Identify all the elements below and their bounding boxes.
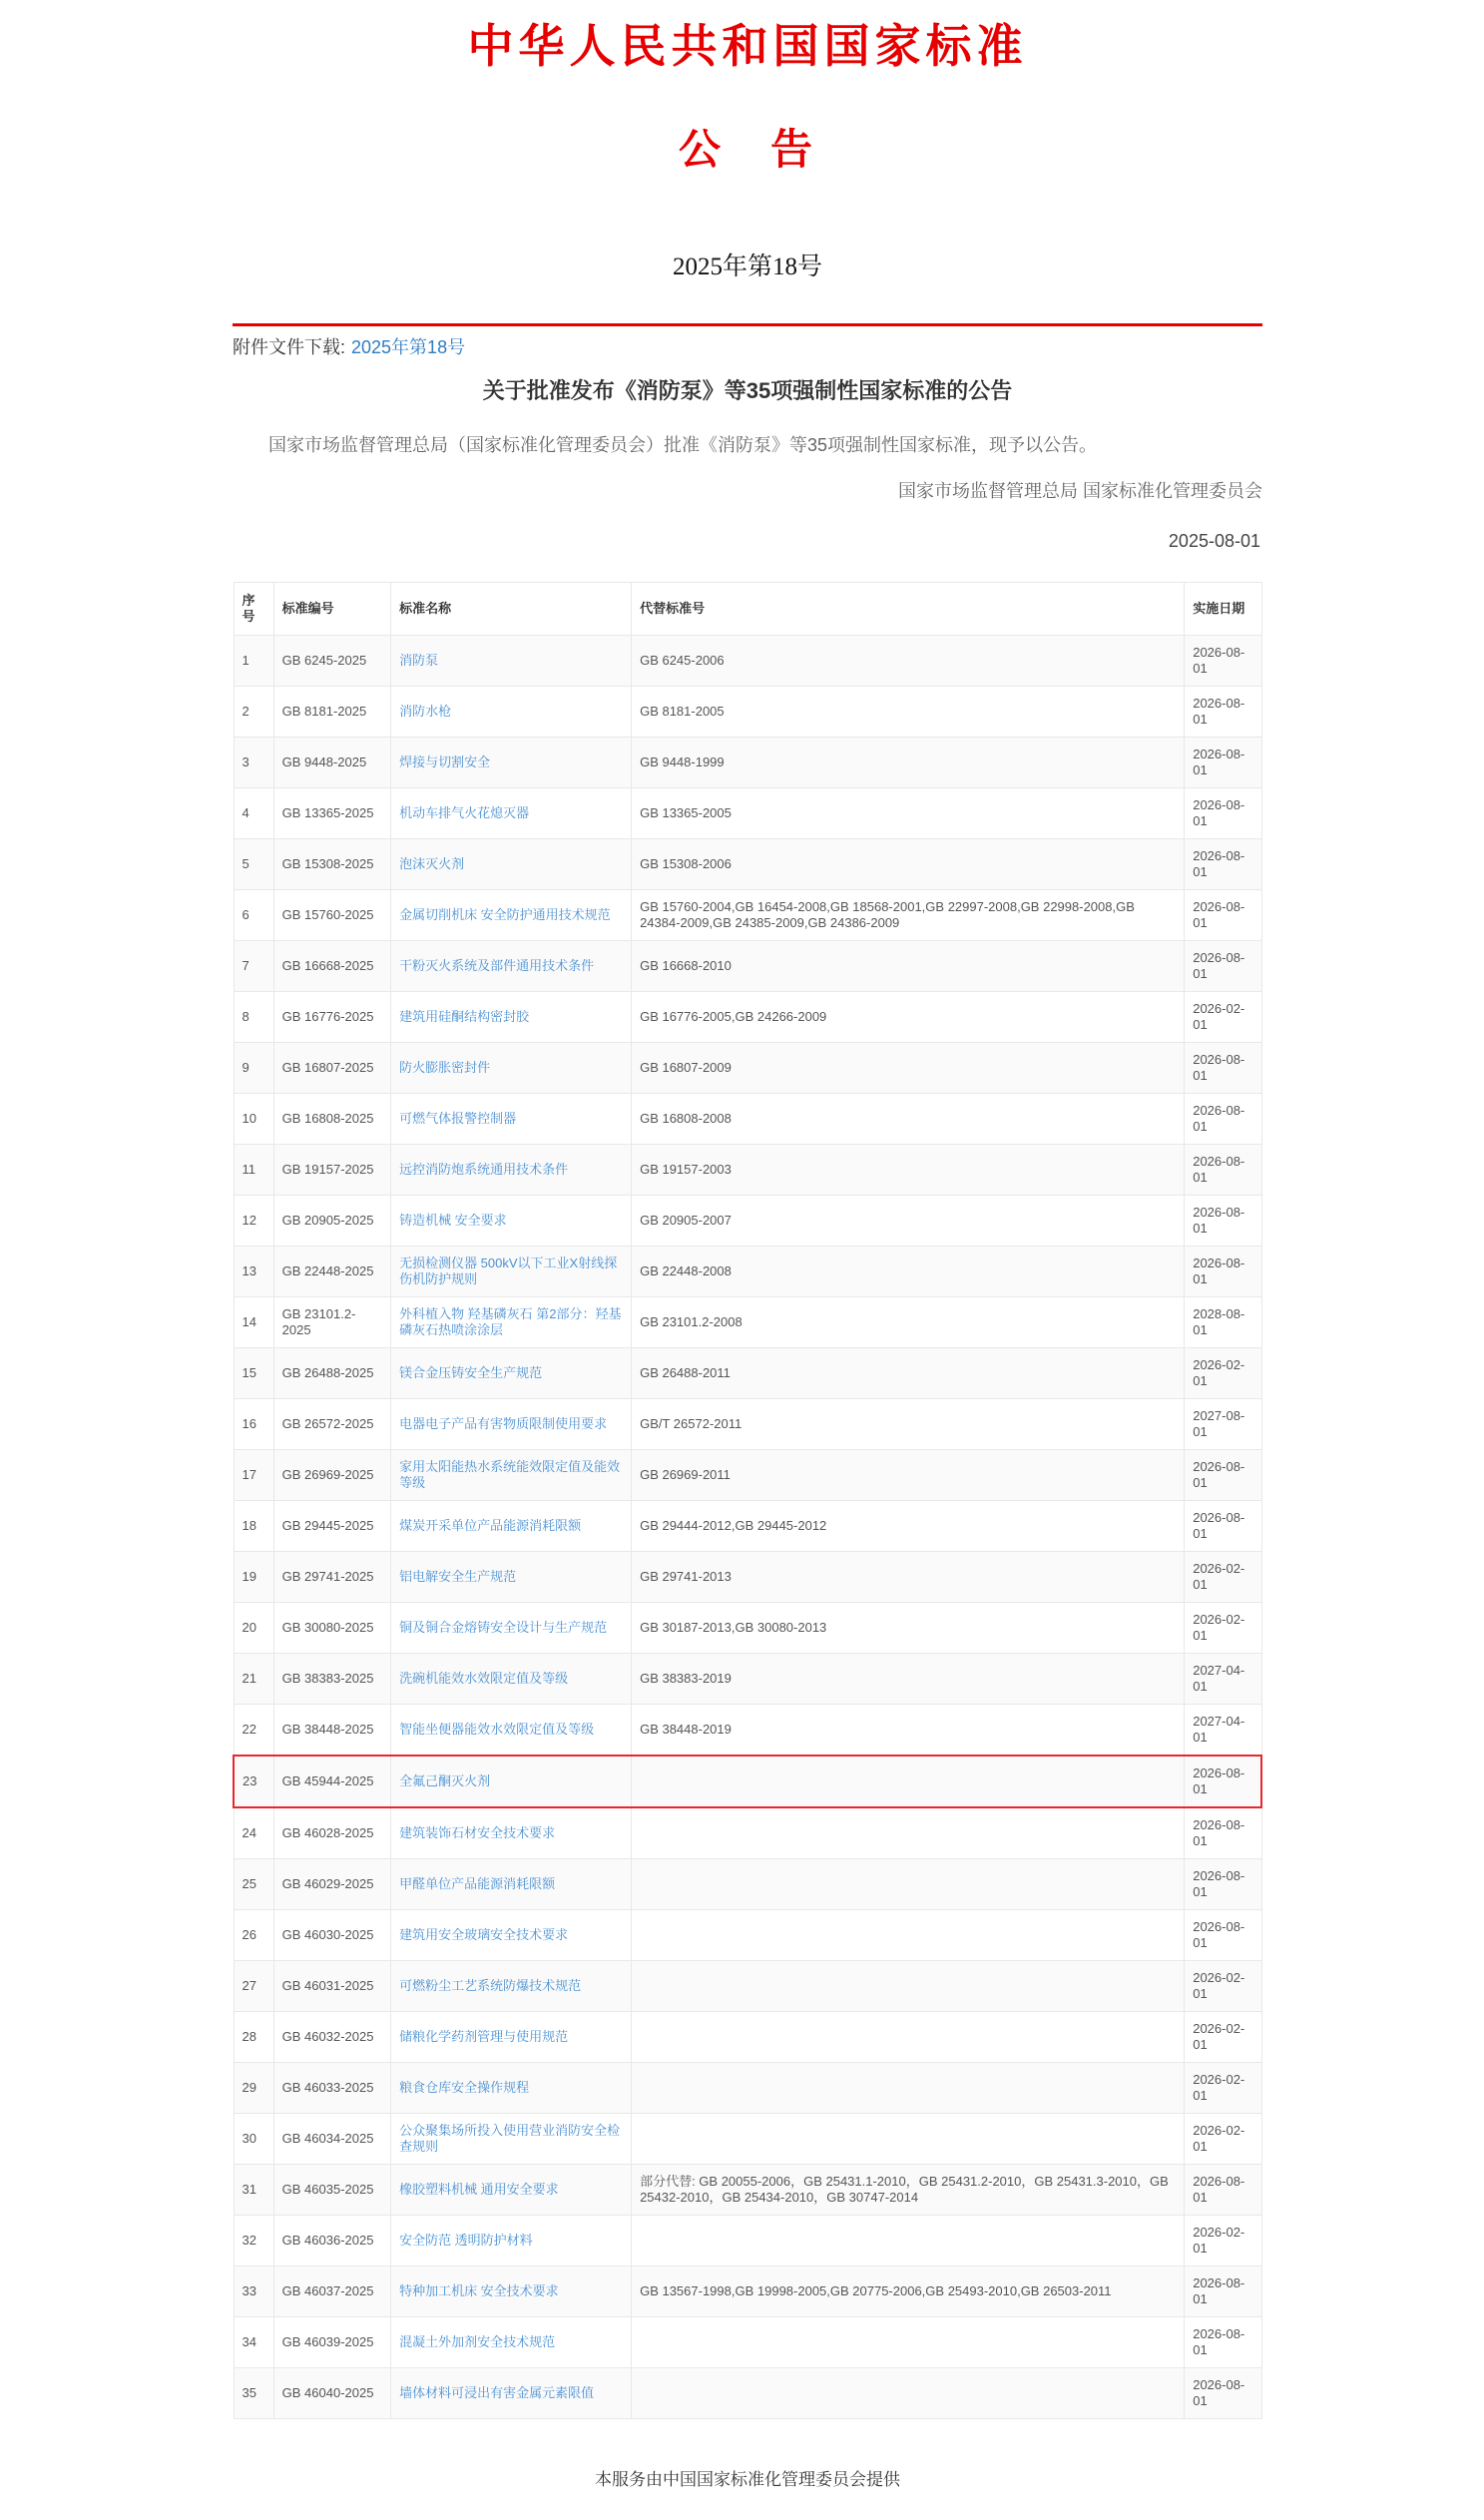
replaced-standards-cell: GB 38383-2019: [632, 1654, 1185, 1705]
standard-code-cell: GB 15308-2025: [273, 839, 390, 890]
standard-name-cell: [391, 2317, 632, 2368]
signature: 国家市场监督管理总局 国家标准化管理委员会: [898, 481, 1262, 502]
replaced-standards-cell: [632, 1807, 1185, 1859]
standard-name-link[interactable]: 远控消防炮系统通用技术条件: [399, 1162, 569, 1178]
standard-name-link[interactable]: 金属切削机床 安全防护通用技术规范: [399, 907, 611, 923]
issue-number: 2025年第18号: [672, 252, 822, 280]
impl-date-cell: 2026-02-01: [1185, 992, 1261, 1043]
row-index-cell: 18: [234, 1501, 273, 1552]
standard-name-cell: [391, 1297, 632, 1348]
standard-name-cell: [391, 839, 632, 890]
masthead-title: 中华人民共和国国家标准: [467, 21, 1028, 72]
attachment-link[interactable]: 2025年第18号: [351, 337, 466, 358]
replaced-standards-cell: [632, 2368, 1185, 2419]
standard-name-cell: [391, 941, 632, 992]
replaced-standards-cell: GB 16807-2009: [632, 1043, 1185, 1094]
standard-code-cell: GB 46030-2025: [273, 1910, 390, 1961]
row-index-cell: 28: [234, 2012, 273, 2063]
replaced-standards-cell: 部分代替: GB 20055-2006，GB 25431.1-2010，GB 25431.2-2010，GB 25431.3-2010，GB 25432-2010，GB 25434-2010，GB 30747-2014: [632, 2165, 1185, 2216]
impl-date-cell: 2028-08-01: [1185, 1297, 1261, 1348]
table-row: [234, 1399, 1261, 1450]
standard-code-cell: GB 46028-2025: [273, 1807, 390, 1859]
standard-name-cell: [391, 1247, 632, 1297]
standard-name-cell: [391, 1552, 632, 1603]
table-row: [234, 1196, 1261, 1247]
table-row: [234, 941, 1261, 992]
announcement-subtitle: 公 告: [678, 127, 816, 174]
replaced-standards-cell: GB 16808-2008: [632, 1094, 1185, 1145]
row-index-cell: 12: [234, 1196, 273, 1247]
row-index-cell: 15: [234, 1348, 273, 1399]
row-index-cell: 35: [234, 2368, 273, 2419]
table-row: [234, 890, 1261, 941]
impl-date-cell: 2026-08-01: [1185, 941, 1261, 992]
table-row: [234, 1043, 1261, 1094]
table-row: [234, 1501, 1261, 1552]
impl-date-cell: 2026-08-01: [1185, 1094, 1261, 1145]
standard-code-cell: GB 15760-2025: [273, 890, 390, 941]
impl-date-cell: 2026-08-01: [1185, 636, 1261, 687]
table-row: [234, 2063, 1261, 2114]
impl-date-cell: 2026-02-01: [1185, 1603, 1261, 1654]
replaced-standards-cell: GB 29741-2013: [632, 1552, 1185, 1603]
table-row: [234, 1450, 1261, 1501]
impl-date-cell: 2026-08-01: [1185, 788, 1261, 839]
standard-name-link[interactable]: 干粉灭火系统及部件通用技术条件: [399, 958, 595, 974]
standard-name-link[interactable]: 无损检测仪器 500kV以下工业X射线探伤机防护规则: [399, 1256, 618, 1287]
standard-name-link[interactable]: 消防泵: [399, 653, 439, 669]
row-index-cell: 8: [234, 992, 273, 1043]
replaced-standards-cell: [632, 2317, 1185, 2368]
row-index-cell: 7: [234, 941, 273, 992]
replaced-standards-cell: [632, 1756, 1185, 1807]
header-index: 序号: [234, 583, 273, 636]
standard-code-cell: GB 9448-2025: [273, 738, 390, 788]
impl-date-cell: 2026-08-01: [1185, 839, 1261, 890]
content-column: [233, 0, 1262, 2520]
impl-date-cell: 2026-02-01: [1185, 1552, 1261, 1603]
standard-name-link[interactable]: 泡沫灭火剂: [399, 856, 465, 872]
standard-code-cell: GB 46032-2025: [273, 2012, 390, 2063]
table-row: [234, 1705, 1261, 1757]
table-header-row: [234, 583, 1261, 636]
row-index-cell: 27: [234, 1961, 273, 2012]
table-body: [234, 636, 1261, 2419]
table-row: [234, 1961, 1261, 2012]
standard-name-link[interactable]: 墙体材料可浸出有害金属元素限值: [399, 2385, 595, 2401]
table-row: [234, 2267, 1261, 2317]
replaced-standards-cell: [632, 1910, 1185, 1961]
standard-name-link[interactable]: 铜及铜合金熔铸安全设计与生产规范: [399, 1620, 608, 1636]
row-index-cell: 6: [234, 890, 273, 941]
replaced-standards-cell: [632, 2063, 1185, 2114]
table-row: [234, 1756, 1261, 1807]
row-index-cell: 1: [234, 636, 273, 687]
header-impl-date: 实施日期: [1185, 583, 1261, 636]
standard-name-link[interactable]: 甲醛单位产品能源消耗限额: [399, 1876, 556, 1892]
replaced-standards-cell: GB 6245-2006: [632, 636, 1185, 687]
standard-name-cell: [391, 1501, 632, 1552]
standard-name-cell: [391, 1399, 632, 1450]
standard-code-cell: GB 16776-2025: [273, 992, 390, 1043]
standard-name-link[interactable]: 智能坐便器能效水效限定值及等级: [399, 1722, 595, 1738]
table-row: [234, 992, 1261, 1043]
replaced-standards-cell: GB 16668-2010: [632, 941, 1185, 992]
impl-date-cell: 2026-08-01: [1185, 2317, 1261, 2368]
replaced-standards-cell: [632, 2114, 1185, 2165]
impl-date-cell: 2026-02-01: [1185, 2216, 1261, 2267]
standard-name-link[interactable]: 建筑用安全玻璃安全技术要求: [399, 1927, 569, 1943]
signature-date: 2025-08-01: [1168, 531, 1260, 552]
table-row: [234, 1297, 1261, 1348]
replaced-standards-cell: GB 29444-2012,GB 29445-2012: [632, 1501, 1185, 1552]
replaced-standards-cell: [632, 2012, 1185, 2063]
standard-name-link[interactable]: 电器电子产品有害物质限制使用要求: [399, 1416, 608, 1432]
table-row: [234, 738, 1261, 788]
row-index-cell: 25: [234, 1859, 273, 1910]
standard-code-cell: GB 6245-2025: [273, 636, 390, 687]
table-row: [234, 788, 1261, 839]
table-row: [234, 1910, 1261, 1961]
impl-date-cell: 2026-08-01: [1185, 1859, 1261, 1910]
standard-name-cell: [391, 1756, 632, 1807]
standard-code-cell: GB 46033-2025: [273, 2063, 390, 2114]
row-index-cell: 17: [234, 1450, 273, 1501]
standard-code-cell: GB 46040-2025: [273, 2368, 390, 2419]
replaced-standards-cell: GB 30187-2013,GB 30080-2013: [632, 1603, 1185, 1654]
standard-name-cell: [391, 992, 632, 1043]
table-row: [234, 1654, 1261, 1705]
table-row: [234, 2165, 1261, 2216]
table-row: [234, 1859, 1261, 1910]
standard-code-cell: GB 46031-2025: [273, 1961, 390, 2012]
row-index-cell: 32: [234, 2216, 273, 2267]
table-row: [234, 1807, 1261, 1859]
impl-date-cell: 2026-08-01: [1185, 738, 1261, 788]
standard-code-cell: GB 46035-2025: [273, 2165, 390, 2216]
standard-name-cell: [391, 2165, 632, 2216]
row-index-cell: 23: [234, 1756, 273, 1807]
replaced-standards-cell: GB 26969-2011: [632, 1450, 1185, 1501]
impl-date-cell: 2026-08-01: [1185, 1501, 1261, 1552]
replaced-standards-cell: GB 9448-1999: [632, 738, 1185, 788]
replaced-standards-cell: [632, 1961, 1185, 2012]
standard-name-link[interactable]: 消防水枪: [399, 704, 452, 720]
standard-code-cell: GB 46034-2025: [273, 2114, 390, 2165]
impl-date-cell: 2027-04-01: [1185, 1705, 1261, 1757]
impl-date-cell: 2026-08-01: [1185, 1807, 1261, 1859]
standard-name-link[interactable]: 机动车排气火花熄灭器: [399, 805, 530, 821]
standard-name-cell: [391, 788, 632, 839]
table-row: [234, 636, 1261, 687]
standard-code-cell: GB 30080-2025: [273, 1603, 390, 1654]
impl-date-cell: 2026-08-01: [1185, 687, 1261, 738]
replaced-standards-cell: GB 13567-1998,GB 19998-2005,GB 20775-2006,GB 25493-2010,GB 26503-2011: [632, 2267, 1185, 2317]
replaced-standards-cell: GB 23101.2-2008: [632, 1297, 1185, 1348]
row-index-cell: 24: [234, 1807, 273, 1859]
row-index-cell: 10: [234, 1094, 273, 1145]
row-index-cell: 29: [234, 2063, 273, 2114]
standard-name-link[interactable]: 橡胶塑料机械 通用安全要求: [399, 2182, 559, 2198]
standard-code-cell: GB 46039-2025: [273, 2317, 390, 2368]
standard-name-link[interactable]: 安全防范 透明防护材料: [399, 2233, 533, 2249]
standard-name-link[interactable]: 混凝土外加剂安全技术规范: [399, 2334, 556, 2350]
standard-code-cell: GB 22448-2025: [273, 1247, 390, 1297]
impl-date-cell: 2027-08-01: [1185, 1399, 1261, 1450]
impl-date-cell: 2026-08-01: [1185, 1196, 1261, 1247]
standard-name-link[interactable]: 洗碗机能效水效限定值及等级: [399, 1671, 569, 1687]
impl-date-cell: 2026-02-01: [1185, 2012, 1261, 2063]
replaced-standards-cell: GB 13365-2005: [632, 788, 1185, 839]
body-paragraph: 国家市场监督管理总局（国家标准化管理委员会）批准《消防泵》等35项强制性国家标准，现予以公告。: [268, 435, 1098, 456]
standard-name-link[interactable]: 可燃粉尘工艺系统防爆技术规范: [399, 1978, 582, 1994]
doc-title: 关于批准发布《消防泵》等35项强制性国家标准的公告: [482, 378, 1013, 404]
standard-code-cell: GB 23101.2-2025: [273, 1297, 390, 1348]
standard-code-cell: GB 8181-2025: [273, 687, 390, 738]
replaced-standards-cell: GB 8181-2005: [632, 687, 1185, 738]
standard-code-cell: GB 46029-2025: [273, 1859, 390, 1910]
row-index-cell: 22: [234, 1705, 273, 1757]
header-replaced-standards: 代替标准号: [632, 583, 1185, 636]
standard-name-link[interactable]: 铝电解安全生产规范: [399, 1569, 517, 1585]
impl-date-cell: 2026-08-01: [1185, 1756, 1261, 1807]
standard-code-cell: GB 46037-2025: [273, 2267, 390, 2317]
standard-code-cell: GB 38383-2025: [273, 1654, 390, 1705]
standard-name-cell: [391, 2216, 632, 2267]
standard-name-cell: [391, 1910, 632, 1961]
table-row: [234, 1094, 1261, 1145]
impl-date-cell: 2026-02-01: [1185, 1348, 1261, 1399]
standard-name-cell: [391, 2063, 632, 2114]
row-index-cell: 20: [234, 1603, 273, 1654]
impl-date-cell: 2026-08-01: [1185, 2368, 1261, 2419]
standard-code-cell: GB 26488-2025: [273, 1348, 390, 1399]
table-row: [234, 839, 1261, 890]
footer-note: 本服务由中国国家标准化管理委员会提供: [595, 2470, 900, 2490]
header-standard-code: 标准编号: [273, 583, 390, 636]
standard-name-cell: [391, 636, 632, 687]
replaced-standards-cell: GB 19157-2003: [632, 1145, 1185, 1196]
standard-name-link[interactable]: 可燃气体报警控制器: [399, 1111, 517, 1127]
row-index-cell: 13: [234, 1247, 273, 1297]
impl-date-cell: 2026-08-01: [1185, 1450, 1261, 1501]
standard-name-link[interactable]: 建筑装饰石材安全技术要求: [399, 1825, 556, 1841]
standard-code-cell: GB 19157-2025: [273, 1145, 390, 1196]
standard-name-cell: [391, 1961, 632, 2012]
standard-name-link[interactable]: 家用太阳能热水系统能效限定值及能效等级: [399, 1459, 621, 1491]
standard-name-cell: [391, 1094, 632, 1145]
standard-code-cell: GB 16668-2025: [273, 941, 390, 992]
impl-date-cell: 2026-08-01: [1185, 890, 1261, 941]
standard-name-cell: [391, 890, 632, 941]
standard-name-link[interactable]: 铸造机械 安全要求: [399, 1213, 507, 1229]
standard-name-link[interactable]: 粮食仓库安全操作规程: [399, 2080, 530, 2096]
table-row: [234, 2216, 1261, 2267]
standard-code-cell: GB 26969-2025: [273, 1450, 390, 1501]
row-index-cell: 30: [234, 2114, 273, 2165]
attachment-row: [233, 334, 1262, 360]
impl-date-cell: 2026-08-01: [1185, 1247, 1261, 1297]
standard-name-cell: [391, 687, 632, 738]
standard-code-cell: GB 46036-2025: [273, 2216, 390, 2267]
standard-name-cell: [391, 1603, 632, 1654]
standard-name-cell: [391, 1807, 632, 1859]
standard-name-link[interactable]: 外科植入物 羟基磷灰石 第2部分：羟基磷灰石热喷涂涂层: [399, 1306, 622, 1338]
standard-code-cell: GB 38448-2025: [273, 1705, 390, 1757]
row-index-cell: 5: [234, 839, 273, 890]
standard-name-cell: [391, 1654, 632, 1705]
standard-name-cell: [391, 2368, 632, 2419]
standard-name-cell: [391, 1348, 632, 1399]
table-row: [234, 1247, 1261, 1297]
standard-name-cell: [391, 738, 632, 788]
impl-date-cell: 2026-08-01: [1185, 2165, 1261, 2216]
replaced-standards-cell: [632, 1859, 1185, 1910]
impl-date-cell: 2026-02-01: [1185, 1961, 1261, 2012]
table-row: [234, 1603, 1261, 1654]
row-index-cell: 34: [234, 2317, 273, 2368]
table-row: [234, 2368, 1261, 2419]
replaced-standards-cell: GB 20905-2007: [632, 1196, 1185, 1247]
row-index-cell: 14: [234, 1297, 273, 1348]
replaced-standards-cell: GB 15760-2004,GB 16454-2008,GB 18568-2001,GB 22997-2008,GB 22998-2008,GB 24384-2009,GB 24385-2009,GB 24386-2009: [632, 890, 1185, 941]
replaced-standards-cell: GB 26488-2011: [632, 1348, 1185, 1399]
standard-name-link[interactable]: 焊接与切割安全: [399, 755, 491, 770]
row-index-cell: 26: [234, 1910, 273, 1961]
impl-date-cell: 2026-02-01: [1185, 2063, 1261, 2114]
impl-date-cell: 2026-08-01: [1185, 1043, 1261, 1094]
table-row: [234, 2012, 1261, 2063]
standard-code-cell: GB 20905-2025: [273, 1196, 390, 1247]
standard-name-link[interactable]: 煤炭开采单位产品能源消耗限额: [399, 1518, 582, 1534]
standard-name-cell: [391, 1450, 632, 1501]
row-index-cell: 16: [234, 1399, 273, 1450]
impl-date-cell: 2026-02-01: [1185, 2114, 1261, 2165]
standard-name-cell: [391, 1145, 632, 1196]
table-row: [234, 2317, 1261, 2368]
row-index-cell: 9: [234, 1043, 273, 1094]
header-standard-name: 标准名称: [391, 583, 632, 636]
replaced-standards-cell: GB/T 26572-2011: [632, 1399, 1185, 1450]
standard-name-cell: [391, 1705, 632, 1757]
row-index-cell: 19: [234, 1552, 273, 1603]
standards-table: [233, 582, 1262, 2419]
standard-name-link[interactable]: 公众聚集场所投入使用营业消防安全检查规则: [399, 2123, 621, 2155]
standard-name-cell: [391, 1859, 632, 1910]
impl-date-cell: 2026-08-01: [1185, 1145, 1261, 1196]
row-index-cell: 3: [234, 738, 273, 788]
standard-name-cell: [391, 2267, 632, 2317]
row-index-cell: 2: [234, 687, 273, 738]
standard-name-cell: [391, 2114, 632, 2165]
table-row: [234, 1348, 1261, 1399]
table-row: [234, 687, 1261, 738]
replaced-standards-cell: GB 38448-2019: [632, 1705, 1185, 1757]
standard-name-cell: [391, 1196, 632, 1247]
standard-code-cell: GB 45944-2025: [273, 1756, 390, 1807]
row-index-cell: 21: [234, 1654, 273, 1705]
standard-name-link[interactable]: 储粮化学药剂管理与使用规范: [399, 2029, 569, 2045]
replaced-standards-cell: [632, 2216, 1185, 2267]
row-index-cell: 31: [234, 2165, 273, 2216]
standard-name-link[interactable]: 镁合金压铸安全生产规范: [399, 1365, 543, 1381]
attachment-label: 附件文件下载:: [233, 337, 346, 358]
row-index-cell: 33: [234, 2267, 273, 2317]
row-index-cell: 4: [234, 788, 273, 839]
standard-name-cell: [391, 2012, 632, 2063]
impl-date-cell: 2027-04-01: [1185, 1654, 1261, 1705]
replaced-standards-cell: GB 16776-2005,GB 24266-2009: [632, 992, 1185, 1043]
standard-name-link[interactable]: 建筑用硅酮结构密封胶: [399, 1009, 530, 1025]
replaced-standards-cell: GB 22448-2008: [632, 1247, 1185, 1297]
standard-code-cell: GB 13365-2025: [273, 788, 390, 839]
impl-date-cell: 2026-08-01: [1185, 2267, 1261, 2317]
red-divider: [233, 323, 1262, 326]
standard-code-cell: GB 16807-2025: [273, 1043, 390, 1094]
standard-code-cell: GB 29741-2025: [273, 1552, 390, 1603]
impl-date-cell: 2026-08-01: [1185, 1910, 1261, 1961]
replaced-standards-cell: GB 15308-2006: [632, 839, 1185, 890]
standard-name-link[interactable]: 防火膨胀密封件: [399, 1060, 491, 1076]
table-row: [234, 1552, 1261, 1603]
standard-code-cell: GB 16808-2025: [273, 1094, 390, 1145]
standard-code-cell: GB 26572-2025: [273, 1399, 390, 1450]
standard-code-cell: GB 29445-2025: [273, 1501, 390, 1552]
standard-name-cell: [391, 1043, 632, 1094]
table-row: [234, 2114, 1261, 2165]
row-index-cell: 11: [234, 1145, 273, 1196]
table-row: [234, 1145, 1261, 1196]
standard-name-link[interactable]: 特种加工机床 安全技术要求: [399, 2283, 559, 2299]
standard-name-link[interactable]: 全氟己酮灭火剂: [399, 1773, 491, 1789]
